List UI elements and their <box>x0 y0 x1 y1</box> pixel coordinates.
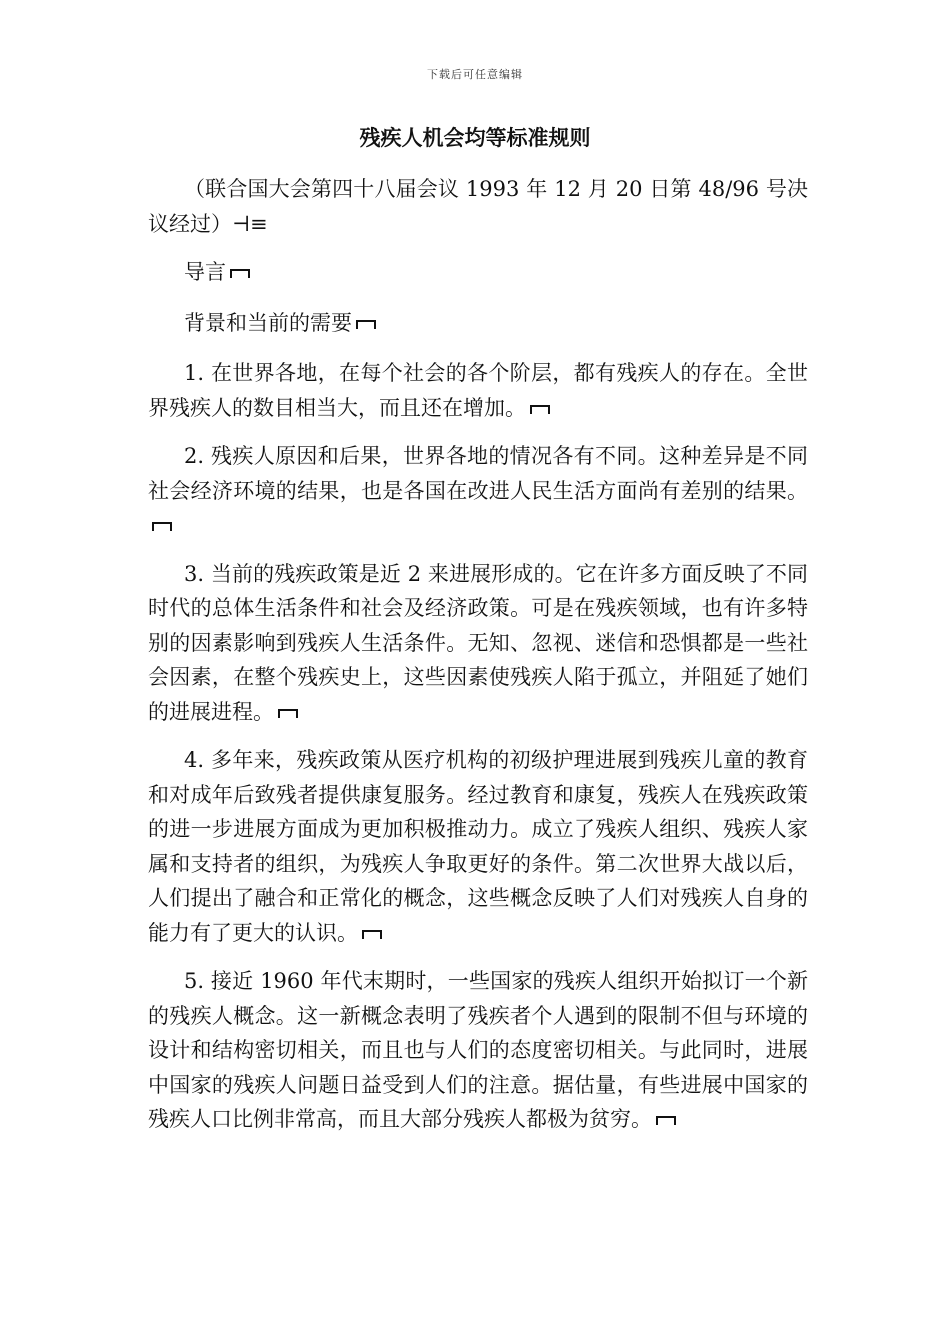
paragraph-text: 1. 在世界各地，在每个社会的各个阶层，都有残疾人的存在。全世界残疾人的数目相当大，而且还在增加。 <box>148 361 808 420</box>
paragraph-4 <box>148 743 808 950</box>
paragraph-mark-icon <box>152 522 172 531</box>
paragraph-text: 背景和当前的需要 <box>184 310 352 335</box>
paragraph-1 <box>148 356 808 425</box>
paragraph-text: 2. 残疾人原因和后果，世界各地的情况各有不同。这种差异是不同社会经济环境的结果，也是各国在改进人民生活方面尚有差别的结果。 <box>148 444 808 503</box>
document-body <box>148 172 808 1151</box>
paragraph-text: 5. 接近 1960 年代末期时，一些国家的残疾人组织开始拟订一个新的残疾人概念。这一新概念表明了残疾者个人遇到的限制不但与环境的设计和结构密切相关，而且也与人们的态度密切相关。与此同时，进展中国家的残疾人问题日益受到人们的注意。据估量，有些进展中国家的残疾人口比例非常高，而且大部分残疾人都极为贫穷。 <box>148 969 808 1131</box>
paragraph-2 <box>148 439 808 543</box>
document-title: 残疾人机会均等标准规则 <box>359 126 591 150</box>
heading-background <box>148 306 808 341</box>
paragraph-text: （联合国大会第四十八届会议 1993 年 12 月 20 日第 48/96 号决议经过）⊣≡ <box>148 177 808 236</box>
paragraph-mark-icon <box>278 709 298 718</box>
paragraph-5 <box>148 964 808 1137</box>
paragraph-mark-icon <box>656 1116 676 1125</box>
paragraph-text: 4. 多年来，残疾政策从医疗机构的初级护理进展到残疾儿童的教育和对成年后致残者提供康复服务。经过教育和康复，残疾人在残疾政策的进一步进展方面成为更加积极推动力。成立了残疾人组织、残疾人家属和支持者的组织，为残疾人争取更好的条件。第二次世界大战以后，人们提出了融合和正常化的概念，这些概念反映了人们对残疾人自身的能力有了更大的认识。 <box>148 748 808 945</box>
paragraph-mark-icon <box>530 405 550 414</box>
paragraph-text: 导言 <box>184 260 226 284</box>
paragraph-resolution <box>148 172 808 241</box>
paragraph-mark-icon <box>230 269 250 278</box>
paragraph-3 <box>148 557 808 730</box>
paragraph-text: 3. 当前的残疾政策是近 2 来进展形成的。它在许多方面反映了不同时代的总体生活条件和社会及经济政策。可是在残疾领域，也有许多特别的因素影响到残疾人生活条件。无知、忽视、迷信和恐惧都是一些社会因素，在整个残疾史上，这些因素使残疾人陷于孤立，并阻延了她们的进展进程。 <box>148 561 808 724</box>
heading-introduction <box>148 255 808 290</box>
paragraph-mark-icon <box>362 930 382 939</box>
paragraph-mark-icon <box>356 320 376 329</box>
header-note: 下载后可任意编辑 <box>427 68 523 81</box>
